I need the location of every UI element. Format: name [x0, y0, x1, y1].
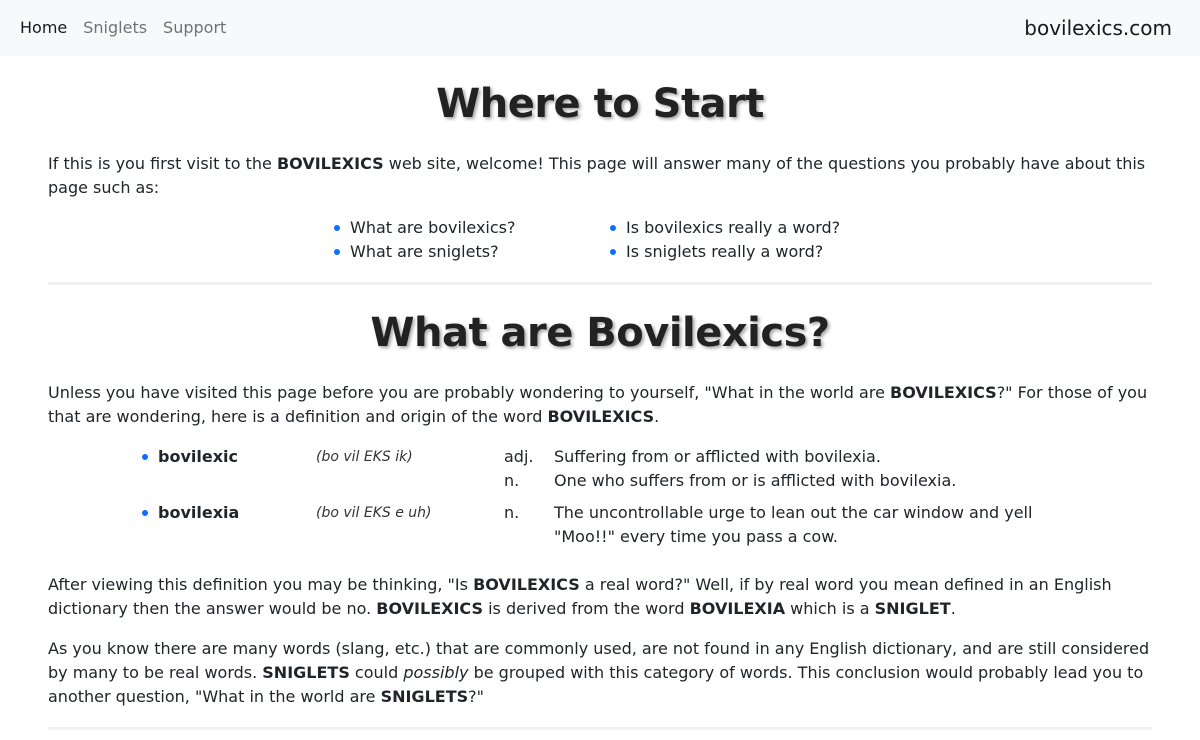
- after-bold-2: BOVILEXICS: [376, 599, 483, 618]
- term-text: bovilexia: [158, 503, 240, 522]
- term-text: bovilexic: [158, 447, 238, 466]
- top-navbar: [0, 0, 1200, 56]
- know-bold-2: SNIGLETS: [380, 687, 469, 706]
- list-item: [610, 216, 850, 240]
- list-item: [334, 240, 610, 264]
- main-content: [0, 80, 1200, 730]
- question-text: What are bovilexics?: [350, 218, 516, 237]
- pos-text: n.: [504, 471, 520, 490]
- nav-links: [20, 16, 226, 40]
- nav-link-sniglets[interactable]: Sniglets: [83, 18, 148, 37]
- pos-text: adj.: [504, 447, 534, 466]
- bullet-icon: [142, 454, 148, 460]
- definitions-list: [142, 445, 1152, 549]
- list-item: [334, 216, 610, 240]
- bullet-icon: [334, 249, 340, 255]
- know-text-4: ?": [468, 687, 484, 706]
- know-text-2: could: [349, 663, 404, 682]
- unless-bold-2: BOVILEXICS: [547, 407, 655, 426]
- where-to-start-heading: Where to Start: [436, 81, 764, 127]
- list-item: [610, 240, 850, 264]
- pronunciation: (bo vil EKS ik): [316, 449, 413, 465]
- question-text: Is bovilexics really a word?: [626, 218, 841, 237]
- nav-link-support[interactable]: Support: [163, 18, 227, 37]
- know-paragraph: [48, 637, 1152, 709]
- definition-term: [142, 445, 316, 493]
- after-bold-1: BOVILEXICS: [473, 575, 580, 594]
- section-divider: [48, 727, 1152, 730]
- site-brand-link[interactable]: bovilexics.com: [1024, 16, 1172, 40]
- definition-text: [554, 445, 1034, 493]
- know-italic-possibly: possibly: [403, 663, 469, 682]
- what-are-bovilexics-heading: What are Bovilexics?: [370, 310, 830, 356]
- after-paragraph: [48, 573, 1152, 621]
- after-bold-3: BOVILEXIA: [689, 599, 786, 618]
- definition-row: [142, 501, 1152, 549]
- after-bold-4: SNIGLET: [874, 599, 951, 618]
- unless-paragraph: [48, 381, 1152, 429]
- bullet-icon: [334, 225, 340, 231]
- definition-row: [142, 445, 1152, 493]
- question-text: Is sniglets really a word?: [626, 242, 824, 261]
- questions-list: [334, 216, 1152, 264]
- question-text: What are sniglets?: [350, 242, 499, 261]
- unless-bold-1: BOVILEXICS: [890, 383, 997, 402]
- bullet-icon: [610, 249, 616, 255]
- after-text-3: is derived from the word: [482, 599, 690, 618]
- intro-bold-bovilexics: BOVILEXICS: [276, 154, 384, 173]
- know-bold-1: SNIGLETS: [262, 663, 350, 682]
- unless-text-3: .: [654, 407, 660, 426]
- part-of-speech: [504, 445, 554, 493]
- pos-text: n.: [504, 503, 520, 522]
- definition-term: [142, 501, 316, 549]
- know-text-3: be grouped with this category of words. This conclusion would probably lead you to another question, "What in the world are: [48, 663, 1144, 706]
- after-text-5: .: [950, 599, 956, 618]
- definition-text: [554, 501, 1034, 549]
- bullet-icon: [610, 225, 616, 231]
- after-text-1: After viewing this definition you may be thinking, "Is: [48, 575, 474, 594]
- bullet-icon: [142, 510, 148, 516]
- know-text-1: As you know there are many words (slang, etc.) that are commonly used, are not found in any English dictionary, and are still considered by many to be real words.: [48, 639, 1150, 682]
- intro-text-2: web site, welcome! This page will answer many of the questions you probably have about this page such as:: [48, 154, 1146, 197]
- sense-text: Suffering from or afflicted with bovilexia.: [554, 447, 881, 466]
- intro-paragraph: [48, 152, 1152, 200]
- after-text-4: which is a: [785, 599, 875, 618]
- sense-text: The uncontrollable urge to lean out the car window and yell "Moo!!" every time you pass a cow.: [554, 503, 1033, 546]
- sense-text: One who suffers from or is afflicted with bovilexia.: [554, 471, 957, 490]
- intro-text-1: If this is you first visit to the: [48, 154, 277, 173]
- unless-text-2: ?" For those of you that are wondering, here is a definition and origin of the word: [48, 383, 1148, 426]
- nav-link-home[interactable]: Home: [20, 18, 68, 37]
- after-text-2: a real word?" Well, if by real word you mean defined in an English dictionary then the answer would be no.: [48, 575, 1112, 618]
- part-of-speech: [504, 501, 554, 549]
- unless-text-1: Unless you have visited this page before you are probably wondering to yourself, "What in the world are: [48, 383, 890, 402]
- pronunciation: (bo vil EKS e uh): [316, 505, 432, 521]
